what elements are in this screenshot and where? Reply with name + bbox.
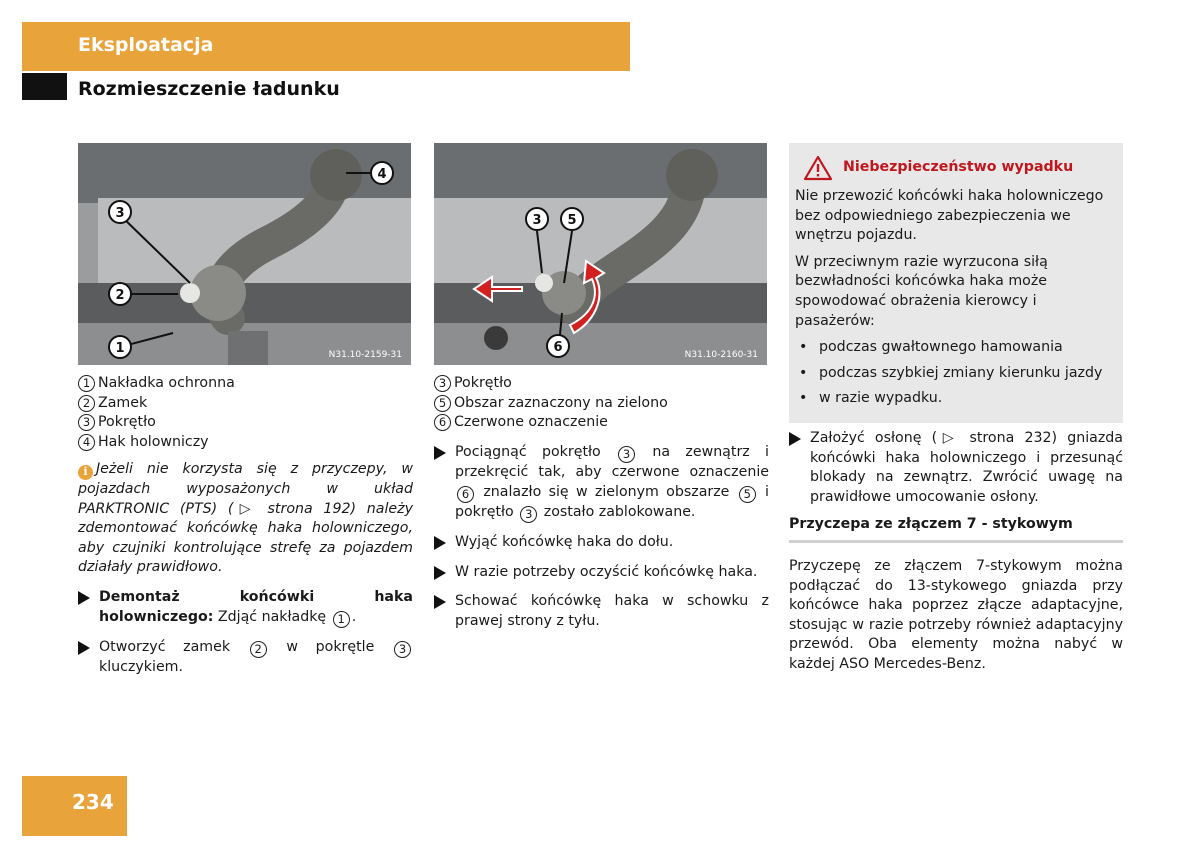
page-title: Rozmieszczenie ładunku bbox=[78, 78, 340, 100]
svg-text:3: 3 bbox=[115, 206, 125, 221]
instruction-step: Pociągnąć pokrętło 3 na zewnątrz i przekręcić tak, aby czerwone oznaczenie 6 znalazło się w zielonym obszarze 5 i pokrętło 3 zostało zablokowane. bbox=[434, 443, 769, 523]
legend-item: 3 Pokrętło bbox=[434, 374, 769, 394]
instruction-step: Schować końcówkę haka w schowku z prawej strony z tyłu. bbox=[434, 592, 769, 631]
info-note: i Jeżeli nie korzysta się z przyczepy, w pojazdach wyposażonych w układ PARKTRONIC (PTS) (▷ strona 192) należy zdemontować końcówkę haka holowniczego, aby czujniki kontrolujące strefę za pojazdem działały prawidłowo. bbox=[78, 461, 413, 576]
photo-code: N31.10-2160-31 bbox=[684, 350, 758, 360]
step-arrow-icon bbox=[434, 536, 446, 550]
photo-code: N31.10-2159-31 bbox=[328, 350, 402, 360]
page-number: 234 bbox=[72, 790, 114, 814]
svg-text:5: 5 bbox=[567, 213, 577, 228]
callout-1 bbox=[109, 336, 131, 358]
section-heading: Przyczepa ze złączem 7 - stykowym bbox=[789, 515, 1123, 543]
section-title: Eksploatacja bbox=[78, 34, 214, 56]
list-item: • podczas gwałtownego hamowania bbox=[799, 339, 1063, 356]
warning-triangle-icon bbox=[803, 155, 833, 181]
callout-3 bbox=[109, 201, 131, 223]
legend-item: 3 Pokrętło bbox=[78, 413, 413, 433]
instruction-step: Otworzyć zamek 2 w pokrętle 3 kluczykiem. bbox=[78, 638, 413, 678]
warning-title: Niebezpieczeństwo wypadku bbox=[843, 159, 1074, 176]
legend-item: 5 Obszar zaznaczony na zielono bbox=[434, 394, 769, 414]
svg-text:1: 1 bbox=[115, 341, 125, 356]
step-arrow-icon bbox=[789, 432, 801, 446]
legend-item: 4 Hak holowniczy bbox=[78, 433, 413, 453]
callout-2 bbox=[109, 283, 131, 305]
step-arrow-icon bbox=[434, 595, 446, 609]
warning-box bbox=[789, 143, 1123, 423]
section-text: Przyczepę ze złączem 7-stykowym można podłączać do 13-stykowego gniazda przy końcówce haka poprzez złącze adaptacyjne, stosując w razie potrzeby również adaptacyjny przewód. Oba elementy można nabyć w każdej ASO Mercedes-Benz. bbox=[789, 557, 1123, 672]
instruction-step: Wyjąć końcówkę haka do dołu. bbox=[434, 533, 769, 553]
step-arrow-icon bbox=[434, 446, 446, 460]
instruction-step: Założyć osłonę (▷ strona 232) gniazda końcówki haka holowniczego i przesunąć blokady na zewnątrz. Zwrócić uwagę na prawidłowe umocowanie osłony. bbox=[789, 429, 1123, 507]
column-1 bbox=[78, 374, 413, 678]
column-3 bbox=[789, 143, 1123, 674]
svg-text:4: 4 bbox=[377, 167, 387, 182]
legend-item: 2 Zamek bbox=[78, 394, 413, 414]
tow-hook-photo-1 bbox=[78, 143, 411, 365]
legend-item: 1 Nakładka ochronna bbox=[78, 374, 413, 394]
callout-6 bbox=[547, 335, 569, 357]
svg-text:6: 6 bbox=[553, 340, 563, 355]
subsection-marker bbox=[22, 73, 67, 100]
step-arrow-icon bbox=[78, 591, 90, 605]
warning-text: W przeciwnym razie wyrzucona siłą bezwładności końcówka haka może spowodować obrażenia kierowcy i pasażerów: bbox=[795, 253, 1048, 329]
list-item: • podczas szybkiej zmiany kierunku jazdy bbox=[799, 364, 1103, 381]
legend-item: 6 Czerwone oznaczenie bbox=[434, 413, 769, 433]
instruction-step: Demontaż końcówki haka holowniczego: Zdjąć nakładkę 1 . bbox=[78, 588, 413, 628]
step-arrow-icon bbox=[434, 566, 446, 580]
warning-text: Nie przewozić końcówki haka holowniczego bez odpowiedniego zabezpieczenia we wnętrzu pojazdu. bbox=[795, 188, 1104, 244]
list-item: • w razie wypadku. bbox=[799, 390, 943, 407]
page-reference[interactable]: ▷ strona 192 bbox=[233, 500, 351, 517]
callout-5 bbox=[561, 208, 583, 230]
svg-text:3: 3 bbox=[532, 213, 542, 228]
tow-hook-photo-2 bbox=[434, 143, 767, 365]
callout-4 bbox=[371, 162, 393, 184]
instruction-step: W razie potrzeby oczyścić końcówkę haka. bbox=[434, 563, 769, 583]
svg-text:2: 2 bbox=[115, 288, 125, 303]
step-arrow-icon bbox=[78, 641, 90, 655]
page-reference[interactable]: ▷ strona 232 bbox=[937, 429, 1052, 446]
info-icon: i bbox=[78, 465, 93, 480]
column-2 bbox=[434, 374, 769, 632]
callout-3 bbox=[526, 208, 548, 230]
